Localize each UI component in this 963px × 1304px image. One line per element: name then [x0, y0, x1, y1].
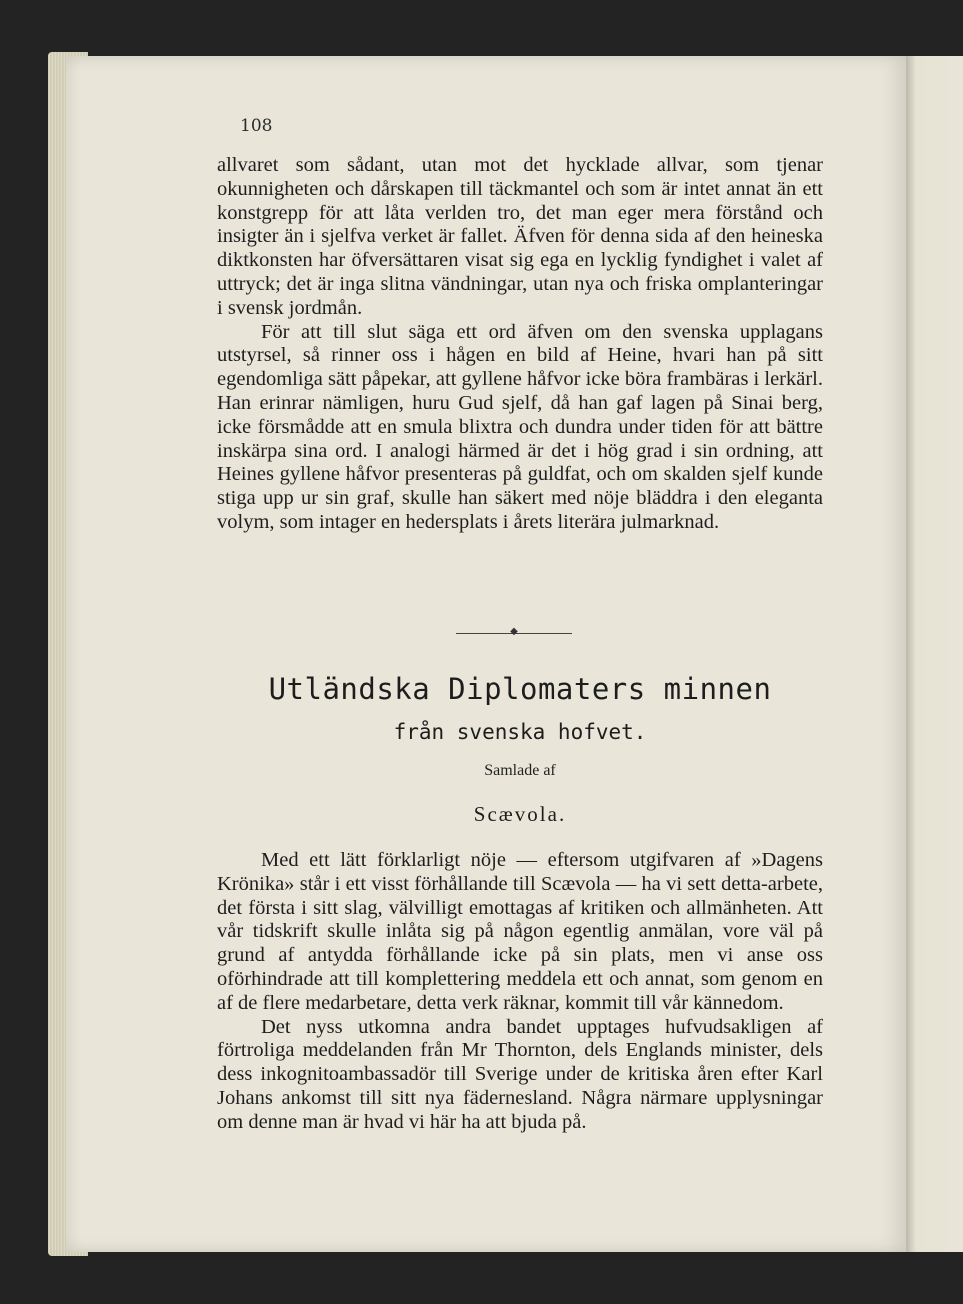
- continued-review-text: [217, 154, 823, 535]
- article-title: Utländska Diplomaters minnen: [268, 672, 772, 706]
- article-byline: Samlade af: [484, 762, 556, 779]
- paragraph: För att till slut säga ett ord äfven om den svenska upplagans utstyrsel, så rinner oss i hågen en bild af Heine, hvari han på sitt egendomliga sätt påpekar, att gyllene håfvor icke böra frambäras i lerkärl. Han erinrar nämligen, huru Gud sjelf, då han gaf lagen på Sinai berg, icke försmådde att en smula blixtra och dundra under tiden för att bättre inskärpa sina ord. I analogi härmed är det i hög grad i sin ordning, att Heines gyllene håfvor presenteras på guldfat, och om skalden sjelf kunde stiga upp ur sin graf, skulle han säkert med nöje bläddra i den eleganta volym, som intager en hedersplats i årets literära julmarknad.: [217, 320, 823, 533]
- paragraph: Det nyss utkomna andra bandet upptages hufvudsakligen af förtroliga meddelanden från Mr Thornton, dels Englands minister, dels dess inkognitoambassadör till Sverige under de kritiska åren efter Karl Johans ankomst till sitt nya fädernesland. Några närmare upplysningar om denne man är hvad vi här ha att bjuda på.: [217, 1015, 823, 1133]
- adjacent-page-edge: [906, 56, 963, 1252]
- article-author: Scævola.: [473, 802, 567, 826]
- paragraph: allvaret som sådant, utan mot det hycklade allvar, som tjenar okunnigheten och dårskapen till täckmantel och som är intet annat än ett konstgrepp för att låta verlden tro, det man eger mera förstånd och insigter än i sjelfva verket är fallet. Äfven för denna sida af den heineska diktkonsten har öfversättaren visat sig ega en lycklig fyndighet i valet af uttryck; det är inga slitna vändningar, utan nya och friska omplanteringar i svensk jordmån.: [217, 154, 823, 319]
- article-subtitle: från svenska hofvet.: [393, 720, 647, 744]
- page-number: 108: [240, 116, 273, 136]
- paragraph: Med ett lätt förklarligt nöje — eftersom utgifvaren af »Dagens Krönika» står i ett visst förhållande till Scævola — ha vi sett detta-arbete, det första i sitt slag, välvilligt emottagas af kritiken och allmänheten. Att vår tidskrift skulle inlåta sig på någon egentlig anmälan, vore väl på grund af antydda förhållande icke på sin plats, men vi anse oss oförhindrade att till komplettering meddela ett och annat, som genom en af de flere medarbetare, detta verk räknar, kommit till vår kännedom.: [217, 849, 823, 1014]
- article-body: [217, 849, 823, 1135]
- divider-ornament-icon: ◆: [510, 626, 518, 637]
